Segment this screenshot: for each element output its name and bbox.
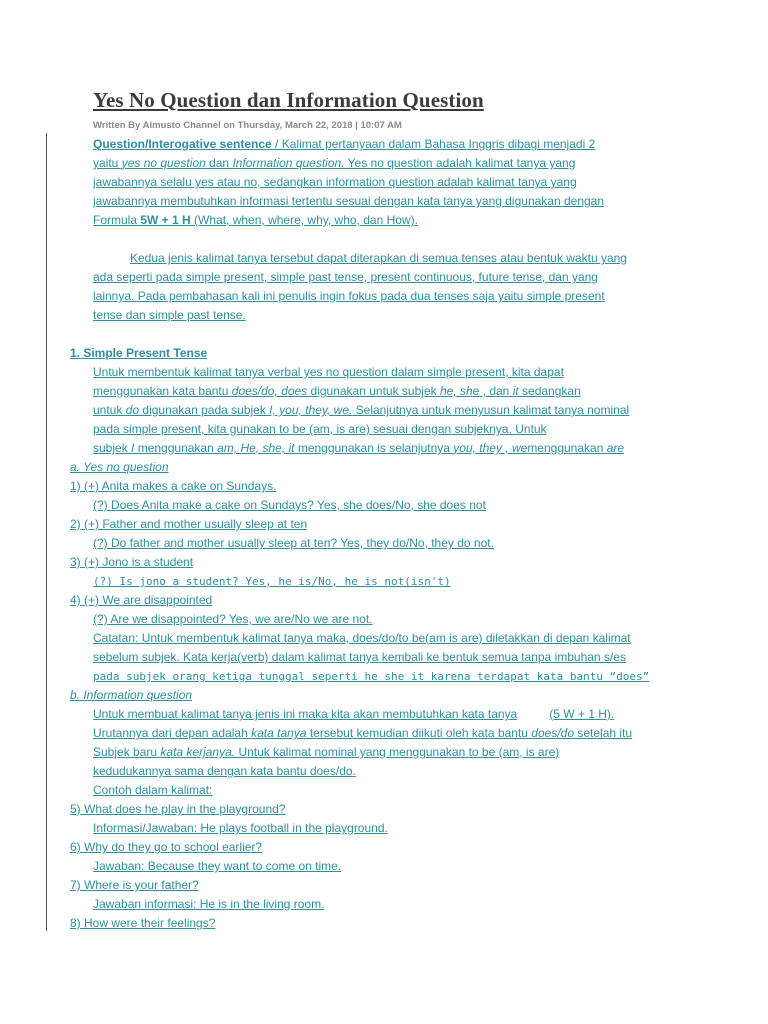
para2-line-1: Kedua jenis kalimat tanya tersebut dapat diterapkan di semua tenses atau bentuk waktu yang bbox=[130, 251, 627, 265]
subsection-heading-yesno: a. Yes no question bbox=[70, 460, 169, 474]
list-item: (?) Does Anita make a cake on Sundays? Yes, she does/No, she does not bbox=[93, 498, 486, 512]
list-item: 7) Where is your father? bbox=[70, 878, 199, 892]
list-item: 4) (+) We are disappointed bbox=[70, 593, 213, 607]
intro-line-4: jawabannya membutuhkan informasi tertentu sesuai dengan kata tanya yang digunakan dengan bbox=[93, 194, 605, 208]
post-meta: Written By Almusto Channel on Thursday, March 22, 2018 | 10:07 AM bbox=[93, 120, 402, 131]
intro-line-5: Formula 5W + 1 H (What, when, where, why, who, dan How). bbox=[93, 213, 418, 227]
left-margin-line bbox=[46, 133, 47, 931]
note-line-1: Catatan: Untuk membentuk kalimat tanya maka, does/do/to be(am is are) diletakkan di depan kalimat bbox=[93, 631, 631, 645]
intro-line-1: Question/Interogative sentence / Kalimat pertanyaan dalam Bahasa Inggris dibagi menjadi 2 bbox=[93, 137, 596, 151]
list-item: (?) Do father and mother usually sleep at ten? Yes, they do/No, they do not. bbox=[93, 536, 494, 550]
list-item: 8) How were their feelings? bbox=[70, 916, 216, 930]
note-line-2: sebelum subjek. Kata kerja(verb) dalam kalimat tanya kembali ke bentuk semua tanpa imbuhan s/es bbox=[93, 650, 626, 664]
info-line-4: kedudukannya sama dengan kata bantu does/do. bbox=[93, 764, 356, 778]
section1-line-4: pada simple present, kita gunakan to be (am, is are) sesuai dengan subjeknya. Untuk bbox=[93, 422, 547, 436]
list-item: 3) (+) Jono is a student bbox=[70, 555, 194, 569]
note-line-3: pada subjek orang ketiga tunggal seperti he she it karena terdapat kata bantu “does” bbox=[93, 670, 650, 683]
para2-line-2: ada seperti pada simple present, simple past tense, present continuous, future tense, dan yang bbox=[93, 270, 598, 284]
info-line-3: Subjek baru kata kerjanya. Untuk kalimat nominal yang menggunakan to be (am, is are) bbox=[93, 745, 560, 759]
section1-line-3: untuk do digunakan pada subjek I, you, they, we. Selanjutnya untuk menyusun kalimat tanya nominal bbox=[93, 403, 630, 417]
section1-line-5: subjek I menggunakan am, He, she, it menggunakan is selanjutnya you, they , wemenggunakan are bbox=[93, 441, 625, 455]
list-item: Jawaban informasi: He is in the living room. bbox=[93, 897, 325, 911]
list-item: 6) Why do they go to school earlier? bbox=[70, 840, 263, 854]
intro-term: Question/Interogative sentence bbox=[93, 137, 272, 151]
list-item: Jawaban: Because they want to come on time. bbox=[93, 859, 342, 873]
para2-line-4: tense dan simple past tense. bbox=[93, 308, 246, 322]
list-item: (?) Are we disappointed? Yes, we are/No we are not. bbox=[93, 612, 373, 626]
section-heading: 1. Simple Present Tense bbox=[70, 346, 208, 360]
list-item: Informasi/Jawaban: He plays football in the playground. bbox=[93, 821, 388, 835]
intro-line-3: jawabannya selalu yes atau no, sedangkan information question adalah kalimat tanya yang bbox=[93, 175, 577, 189]
list-item: 5) What does he play in the playground? bbox=[70, 802, 286, 816]
info-line-2: Urutannya dari depan adalah kata tanya tersebut kemudian diikuti oleh kata bantu does/do setelah itu bbox=[93, 726, 633, 740]
list-item: 1) (+) Anita makes a cake on Sundays. bbox=[70, 479, 277, 493]
info-line-5: Contoh dalam kalimat: bbox=[93, 783, 213, 797]
section1-line-2: menggunakan kata bantu does/do, does digunakan untuk subjek he, she , dan it sedangkan bbox=[93, 384, 581, 398]
intro-line-2: yaitu yes no question dan Information question. Yes no question adalah kalimat tanya yang bbox=[93, 156, 576, 170]
list-item: (?) Is jono a student? Yes, he is/No, he is not(isn't) bbox=[93, 575, 451, 588]
para2-line-3: lainnya. Pada pembahasan kali ini penulis ingin fokus pada dua tenses saja yaitu simple present bbox=[93, 289, 605, 303]
page-title: Yes No Question dan Information Question bbox=[93, 88, 484, 112]
info-line-1: Untuk membuat kalimat tanya jenis ini maka kita akan membutuhkan kata tanya (5 W + 1 H). bbox=[93, 707, 615, 721]
list-item: 2) (+) Father and mother usually sleep at ten bbox=[70, 517, 308, 531]
section1-line-1: Untuk membentuk kalimat tanya verbal yes no question dalam simple present, kita dapat bbox=[93, 365, 564, 379]
subsection-heading-info: b. Information question bbox=[70, 688, 193, 702]
